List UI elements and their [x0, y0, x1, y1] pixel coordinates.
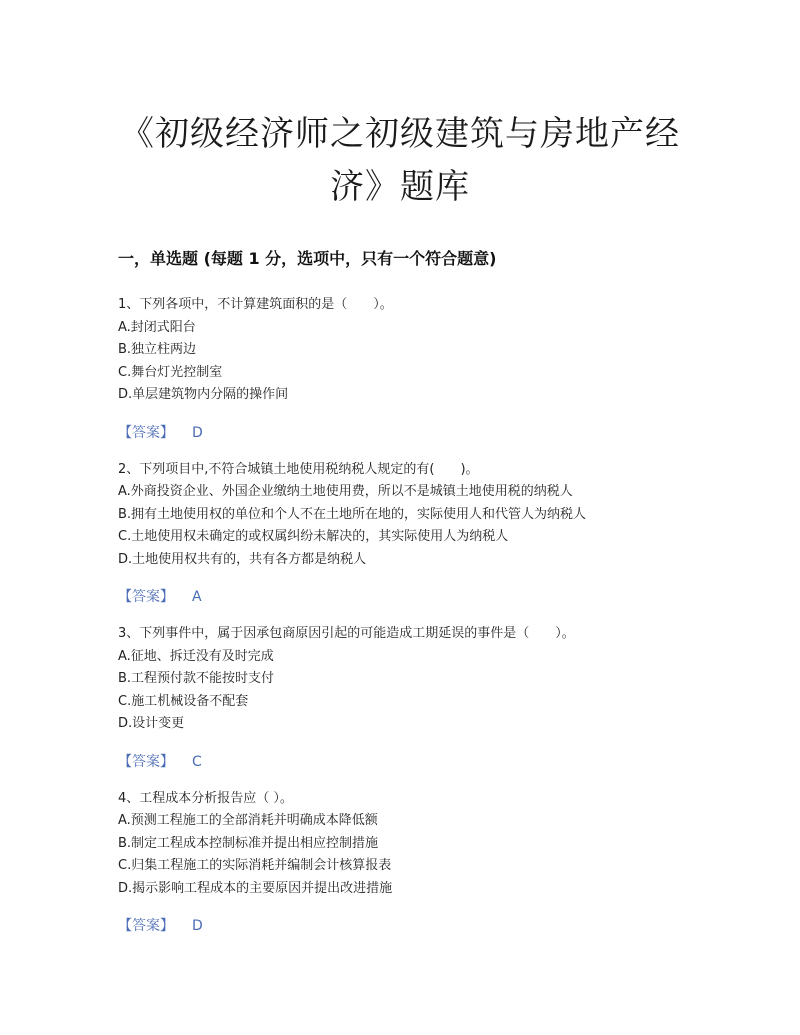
- document-title-line-1: 《初级经济师之初级建筑与房地产经: [120, 114, 680, 154]
- option-d: D.揭示影响工程成本的主要原因并提出改进措施: [118, 880, 393, 896]
- answer-label: 【答案】: [118, 918, 174, 934]
- option-c: C.舞台灯光控制室: [118, 364, 223, 380]
- option-a: A.封闭式阳台: [118, 319, 196, 335]
- option-c: C.归集工程施工的实际消耗并编制会计核算报表: [118, 858, 392, 873]
- answer-value: D: [192, 918, 203, 934]
- option-b: B.拥有土地使用权的单位和个人不在土地所在地的，实际使用人和代管人为纳税人: [118, 506, 587, 522]
- question-stem: 4、工程成本分析报告应（ ）。: [118, 790, 293, 806]
- question-1: [118, 294, 688, 445]
- question-3: [118, 623, 688, 774]
- question-stem: 2、下列项目中,不符合城镇土地使用税纳税人规定的有( )。: [118, 461, 479, 477]
- document-title: [100, 108, 700, 214]
- answer-value: D: [192, 424, 203, 441]
- answer-row: [118, 750, 688, 774]
- answer-label: 【答案】: [118, 589, 174, 605]
- question-4: [118, 788, 688, 939]
- option-a: A.征地、拆迁没有及时完成: [118, 648, 274, 664]
- option-d: D.单层建筑物内分隔的操作间: [118, 387, 289, 402]
- answer-label: 【答案】: [118, 424, 174, 441]
- option-a: A.外商投资企业、外国企业缴纳土地使用费，所以不是城镇土地使用税的纳税人: [118, 484, 573, 499]
- option-b: B.制定工程成本控制标准并提出相应控制措施: [118, 835, 379, 851]
- answer-row: [118, 585, 688, 609]
- answer-row: [118, 914, 688, 938]
- answer-value: A: [192, 589, 202, 605]
- option-d: D.设计变更: [118, 716, 185, 731]
- option-d: D.土地使用权共有的，共有各方都是纳税人: [118, 551, 367, 567]
- option-b: B.工程预付款不能按时支付: [118, 671, 275, 686]
- section-heading: 一，单选题 (每题 1 分，选项中，只有一个符合题意): [118, 249, 497, 268]
- question-2: [118, 459, 688, 610]
- document-title-line-2: 济》题库: [330, 167, 470, 207]
- answer-row: [118, 421, 688, 445]
- question-stem: 1、下列各项中，不计算建筑面积的是（ ）。: [118, 297, 393, 312]
- answer-value: C: [192, 753, 202, 770]
- option-b: B.独立柱两边: [118, 342, 197, 357]
- answer-label: 【答案】: [118, 753, 174, 770]
- option-a: A.预测工程施工的全部消耗并明确成本降低额: [118, 813, 378, 828]
- option-c: C.土地使用权未确定的或权属纠纷未解决的，其实际使用人为纳税人: [118, 529, 509, 544]
- option-c: C.施工机械设备不配套: [118, 693, 249, 709]
- question-stem: 3、下列事件中，属于因承包商原因引起的可能造成工期延误的事件是（ ）。: [118, 626, 575, 641]
- question-list: [118, 294, 688, 952]
